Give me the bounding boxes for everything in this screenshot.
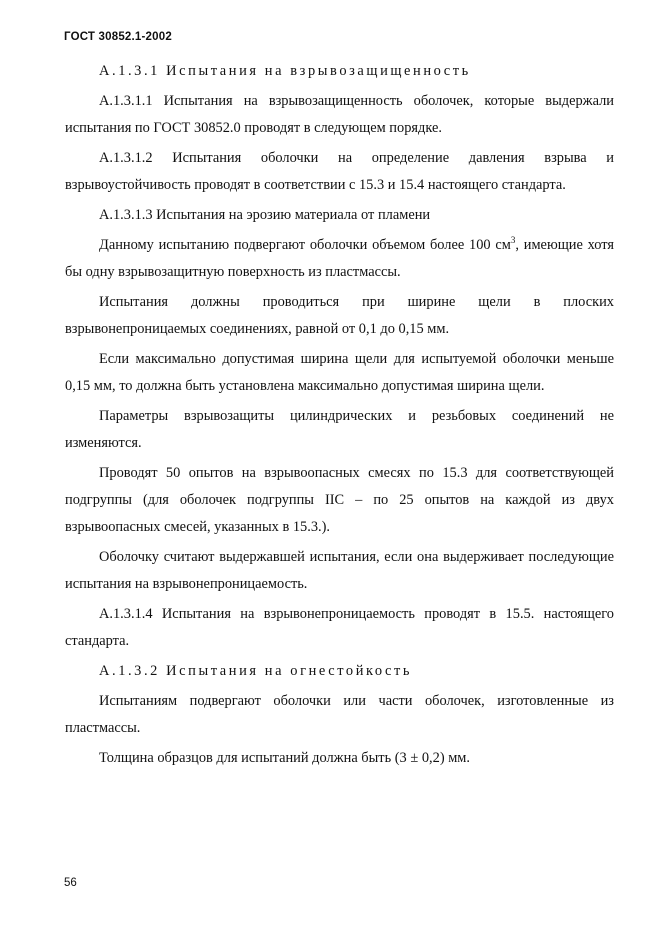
page-number: 56 [64,877,77,889]
paragraph: А.1.3.1.1 Испытания на взрывозащищенность оболочек, которые выдержали испытания по ГОСТ 30852.0 проводят в следующем порядке. [65,93,614,136]
section-heading-a1331: А.1.3.1 Испытания на взрывозащищенность [99,63,471,79]
paragraph: Если максимально допустимая ширина щели для испытуемой оболочки меньше 0,15 мм, то должна быть установлена максимально допустимая ширина щели. [65,351,614,394]
paragraph: Испытания должны проводиться при ширине щели в плоских взрывонепроницаемых соединениях, равной от 0,1 до 0,15 мм. [65,294,614,337]
document-header: ГОСТ 30852.1-2002 [64,31,172,43]
paragraph: А.1.3.1.2 Испытания оболочки на определение давления взрыва и взрывоустойчивость проводят в соответствии с 15.3 и 15.4 настоящего стандарта. [65,150,614,193]
paragraph: Толщина образцов для испытаний должна быть (3 ± 0,2) мм. [99,750,471,766]
paragraph-text: Данному испытанию подвергают оболочки объемом более 100 см [99,237,511,253]
paragraph: А.1.3.1.4 Испытания на взрывонепроницаемость проводят в 15.5. настоящего стандарта. [65,606,614,649]
superscript: 3 [510,235,516,246]
paragraph: Проводят 50 опытов на взрывоопасных смесях по 15.3 для соответствующей подгруппы (для оболочек подгруппы IIC – по 25 опытов на каждой из двух взрывоопасных смесей, указанных в 15.3.). [65,465,614,535]
paragraph: Испытаниям подвергают оболочки или части оболочек, изготовленные из пластмассы. [65,693,614,736]
paragraph-text: , имеющие хотя бы одну взрывозащитную поверхность из пластмассы. [65,237,615,280]
document-body [65,58,614,775]
subsection-heading-a13113: А.1.3.1.3 Испытания на эрозию материала от пламени [99,207,431,223]
paragraph [65,232,614,286]
section-heading-a1332: А.1.3.2 Испытания на огнестойкость [99,663,413,679]
paragraph: Оболочку считают выдержавшей испытания, если она выдерживает последующие испытания на взрывонепроницаемость. [65,549,614,592]
paragraph: Параметры взрывозащиты цилиндрических и резьбовых соединений не изменяются. [65,408,614,451]
